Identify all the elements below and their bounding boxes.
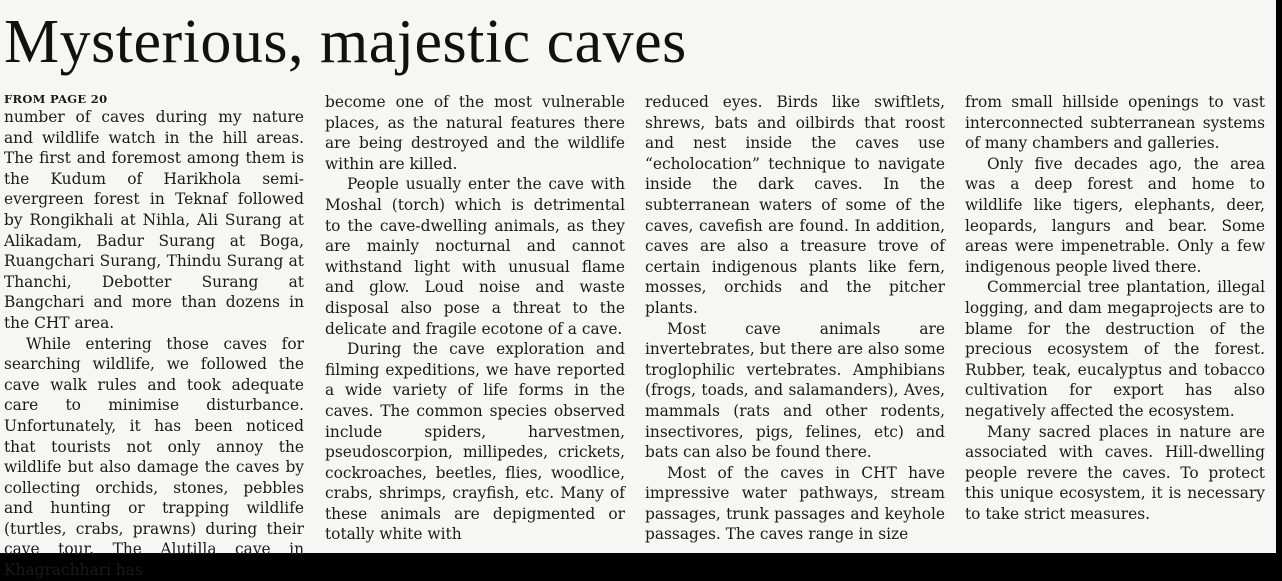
article-column-2 [325,92,625,553]
paragraph: Many sacred places in nature are associated with caves. Hill-dwelling people revere the caves. To protect this unique ecosystem, it is necessary to take strict measures. [965,422,1265,523]
paragraph: number of caves during my nature and wildlife watch in the hill areas. The first and foremost among them is the Kudum of Harikhola semi-evergreen forest in Teknaf followed by Rongikhali at Nihla, Ali Surang at Alikadam, Badur Surang at Boga, Ruangchari Surang, Thindu Surang at Thanchi, Debotter Surang at Bangchari and more than dozens in the CHT area. [4,108,304,332]
paragraph: Most of the caves in CHT have impressive water pathways, stream passages, trunk passages and keyhole passages. The caves range in size [645,463,945,544]
paragraph: Most cave animals are invertebrates, but there are also some troglophilic vertebrates. Amphibians (frogs, toads, and salamanders), Aves, mammals (rats and other rodents, insectivores, pigs, felines, etc) and bats can also be found there. [645,319,945,462]
article-column-1 [4,92,304,580]
paragraph: reduced eyes. Birds like swiftlets, shrews, bats and oilbirds that roost and nest inside the caves use “echolocation” technique to navigate inside the dark caves. In the subterranean waters of some of the caves, cavefish are found. In addition, caves are also a treasure trove of certain indigenous plants like fern, mosses, orchids and the pitcher plants. [645,93,945,317]
paragraph: become one of the most vulnerable places, as the natural features there are being destroyed and the wildlife within are killed. [325,93,625,173]
paragraph: Commercial tree plantation, illegal logging, and dam megaprojects are to blame for the destruction of the precious ecosystem of the forest. Rubber, teak, eucalyptus and tobacco cultivation for export has also negatively affected the ecosystem. [965,278,1265,420]
paragraph: People usually enter the cave with Moshal (torch) which is detrimental to the cave-dwelling animals, as they are mainly nocturnal and cannot withstand light with unusual flame and glow. Loud noise and waste disposal also pose a threat to the delicate and fragile ecotone of a cave. [325,175,625,338]
continued-from-label: FROM PAGE 20 [4,92,108,106]
article-column-3 [645,92,945,553]
article-column-4 [965,92,1265,553]
paragraph: Only five decades ago, the area was a deep forest and home to wildlife like tigers, elephants, deer, leopards, langurs and bear. Some areas were impenetrable. Only a few indigenous people lived there. [965,154,1265,276]
article-headline: Mysterious, majestic caves [4,8,687,76]
paragraph: During the cave exploration and filming expeditions, we have reported a wide variety of life forms in the caves. The common species observed include spiders, harvestmen, pseudoscorpion, millipedes, crickets, cockroaches, beetles, flies, woodlice, crabs, shrimps, crayfish, etc. Many of these animals are depigmented or totally white with [325,340,625,544]
paragraph: While entering those caves for searching wildlife, we followed the cave walk rules and took adequate care to minimise disturbance. Unfortunately, it has been noticed that tourists not only annoy the wildlife but also damage the caves by collecting orchids, stones, pebbles and hunting or trapping wildlife (turtles, crabs, prawns) during their cave tour. The Alutilla cave in Khagrachhari has [4,334,304,580]
paragraph: from small hillside openings to vast interconnected subterranean systems of many chambers and galleries. [965,93,1265,153]
